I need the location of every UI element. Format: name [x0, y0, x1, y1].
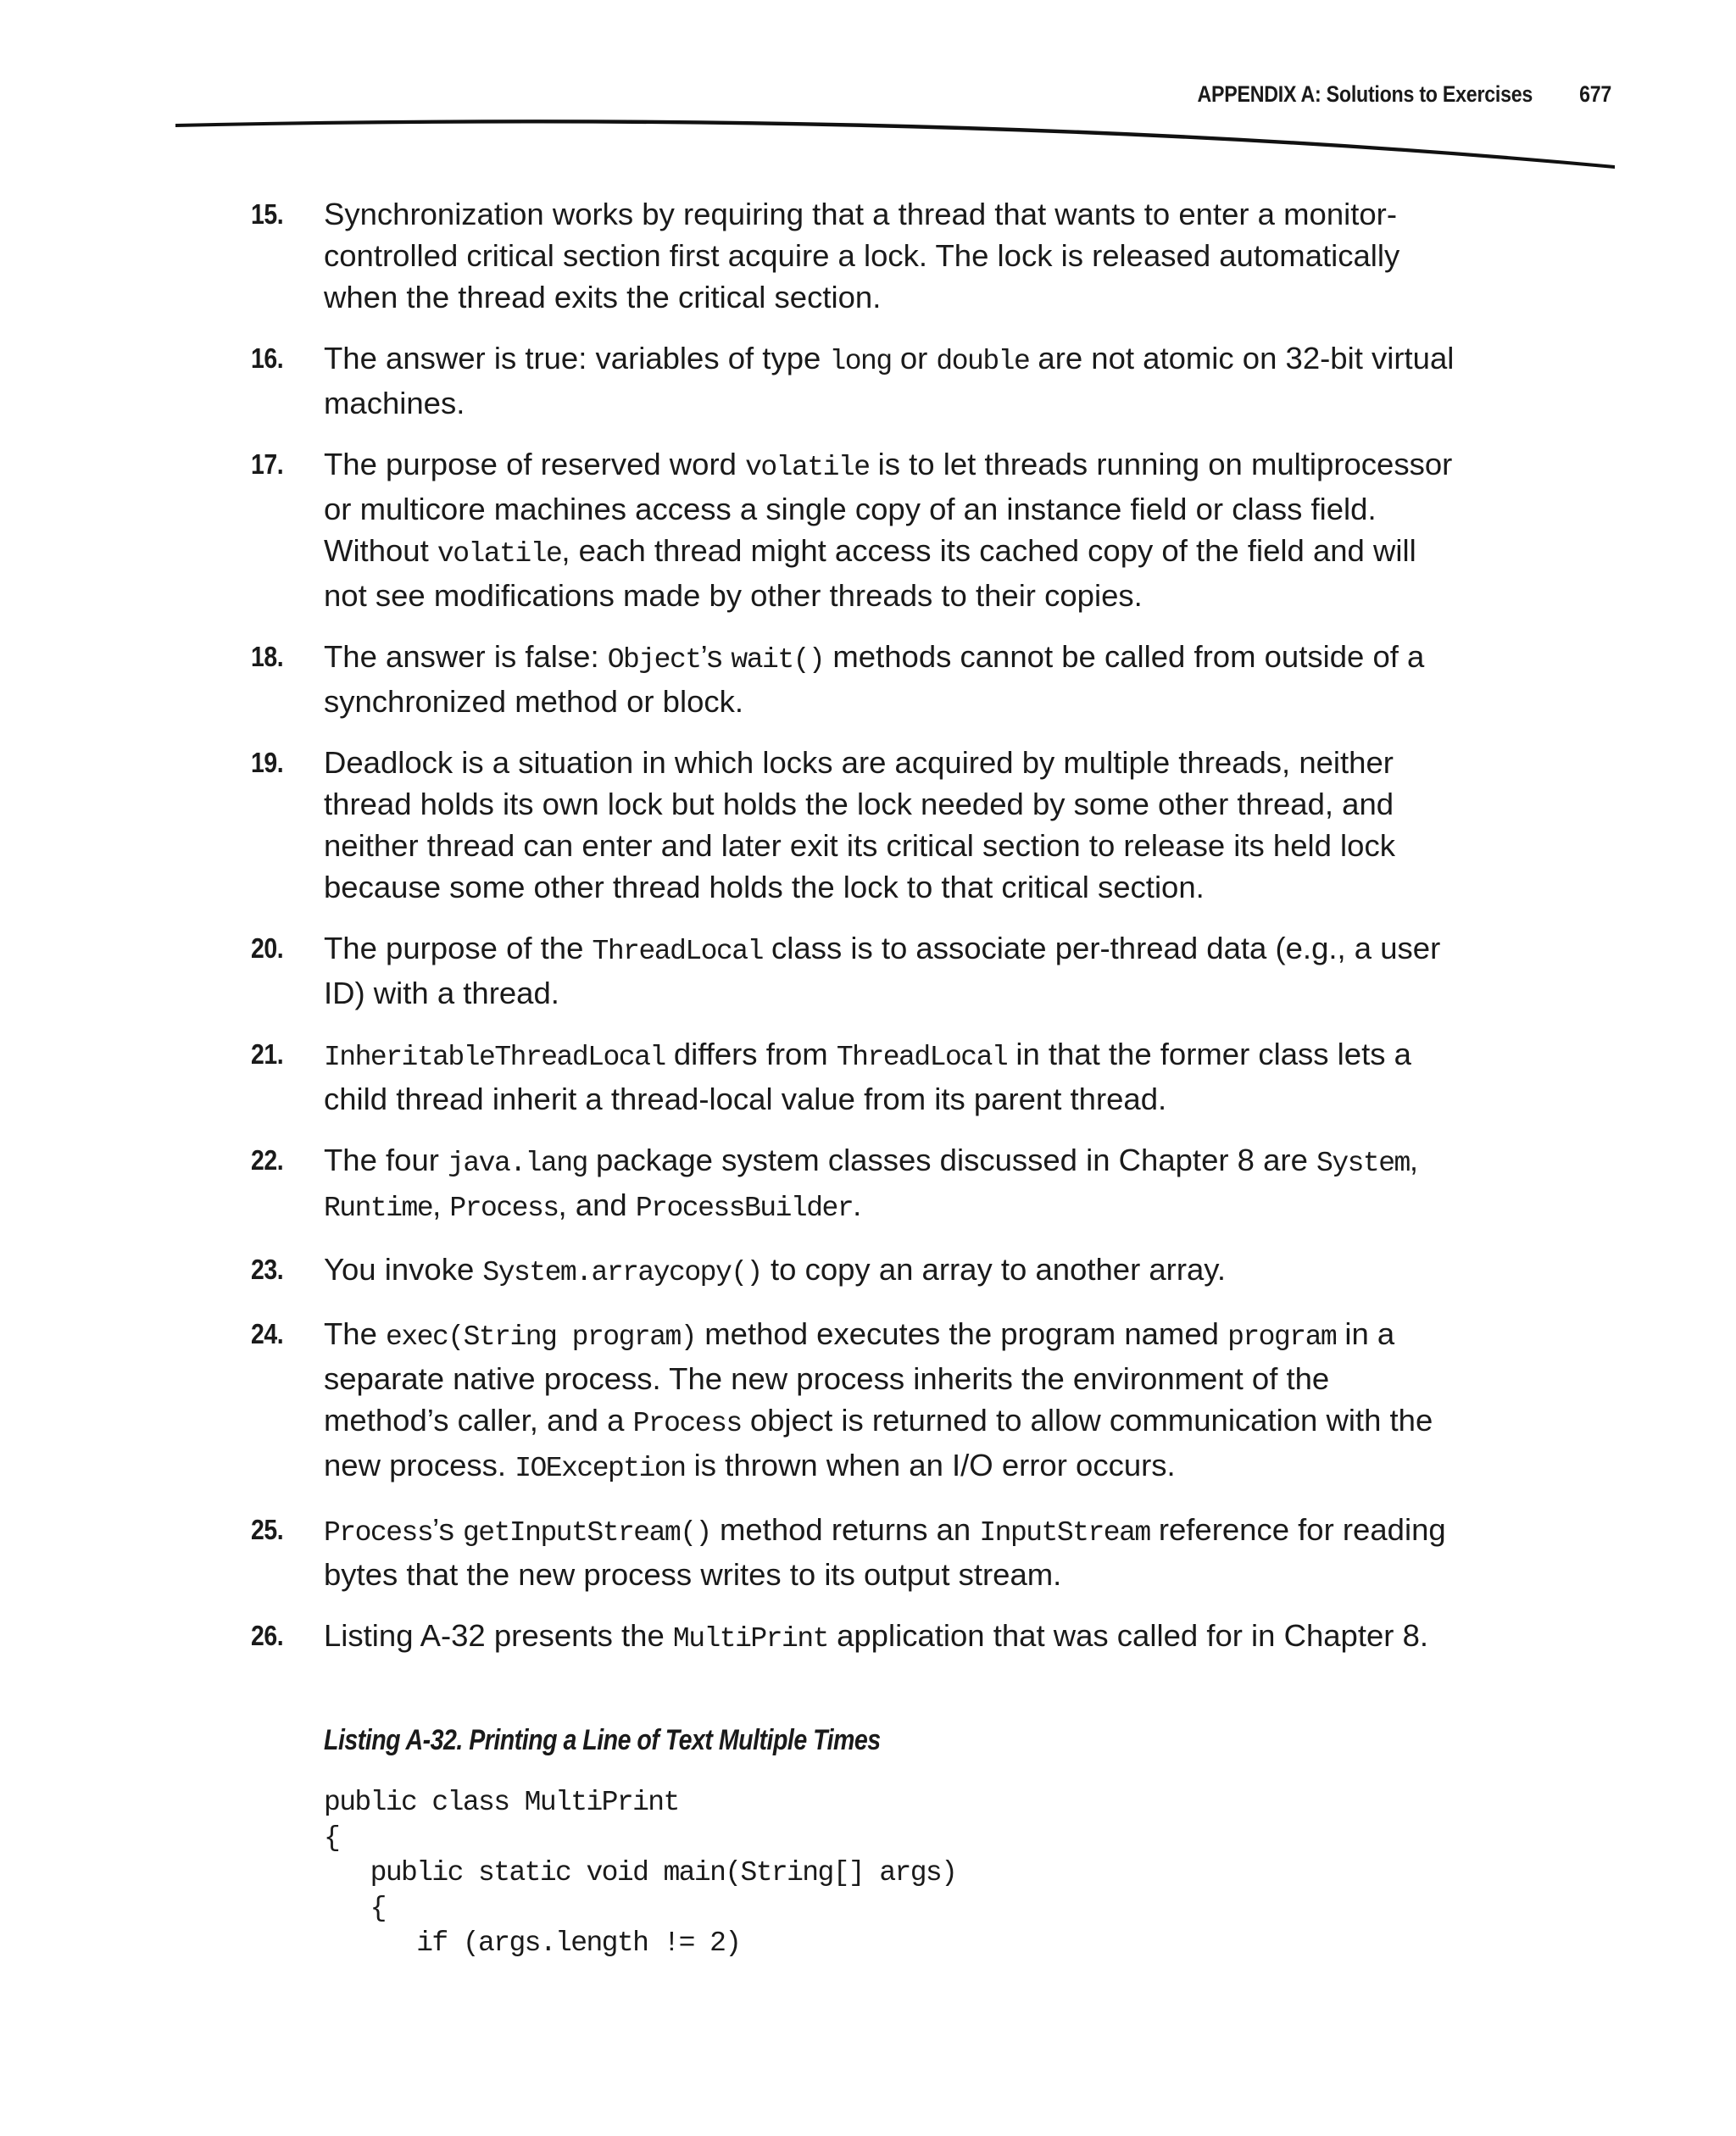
answer-number: 21.: [251, 1038, 284, 1070]
text-run: The: [324, 1316, 387, 1351]
inline-code: Process: [324, 1517, 433, 1549]
inline-code: ProcessBuilder: [635, 1193, 854, 1224]
answer-text: [324, 443, 1455, 616]
answer-number: 17.: [251, 448, 284, 480]
text-run: is to let threads running on multiprocessor or multicore machines access a single copy of an instance field or class field. Without: [324, 447, 1453, 568]
text-run: , each thread might access its cached copy of the field and will not see modifications made by other threads to their copies.: [324, 533, 1416, 613]
text-run: ,: [1409, 1143, 1418, 1177]
answer-item: [251, 1033, 1455, 1120]
text-run: The answer is false:: [324, 639, 608, 674]
text-run: or: [891, 341, 937, 375]
code-line: {: [324, 1892, 386, 1924]
text-run: to copy an array to another array.: [761, 1252, 1226, 1287]
answer-number: 15.: [251, 198, 284, 230]
inline-code: InputStream: [979, 1517, 1150, 1549]
answer-text: [324, 1139, 1455, 1229]
answer-number: 24.: [251, 1318, 284, 1349]
text-run: , and: [558, 1188, 636, 1222]
text-run: The four: [324, 1143, 448, 1177]
code-line: public static void main(String[] args): [324, 1857, 957, 1888]
answer-item: [251, 1615, 1455, 1660]
code-line: if (args.length != 2): [324, 1927, 741, 1959]
answer-item: [251, 1509, 1455, 1595]
text-run: reference for reading bytes that the new process writes to its output stream.: [324, 1512, 1446, 1592]
answer-number: 20.: [251, 932, 284, 964]
inline-code: System.arraycopy(): [482, 1257, 762, 1288]
inline-code: IOException: [515, 1453, 686, 1484]
text-run: ,: [432, 1188, 450, 1222]
inline-code: Process: [449, 1193, 559, 1224]
answer-text: [324, 927, 1455, 1014]
text-run: in that the former class lets a child thread inherit a thread-local value from its parent thread.: [324, 1037, 1411, 1116]
answer-text: [324, 636, 1455, 722]
inline-code: double: [936, 346, 1030, 377]
inline-code: java.lang: [448, 1148, 587, 1179]
inline-code: ThreadLocal: [592, 936, 763, 967]
inline-code: InheritableThreadLocal: [324, 1042, 665, 1073]
page-number: 677: [1579, 81, 1611, 107]
code-line: public class MultiPrint: [324, 1787, 679, 1818]
inline-code: Runtime: [324, 1193, 433, 1224]
answer-item: [251, 742, 1455, 908]
answer-text: [324, 742, 1455, 908]
answer-text: [324, 337, 1455, 424]
text-run: differs from: [665, 1037, 837, 1071]
answer-number: 25.: [251, 1514, 284, 1545]
text-run: object is returned to allow communication with the new process.: [324, 1403, 1433, 1482]
inline-code: exec(String program): [386, 1321, 697, 1353]
answer-text: [324, 1033, 1455, 1120]
inline-code: ThreadLocal: [836, 1042, 1008, 1073]
answer-item: [251, 337, 1455, 424]
text-run: is thrown when an I/O error occurs.: [685, 1448, 1176, 1482]
text-run: method executes the program named: [696, 1316, 1228, 1351]
answer-item: [251, 1249, 1455, 1293]
inline-code: getInputStream(): [462, 1517, 711, 1549]
text-run: The answer is true: variables of type: [324, 341, 830, 375]
inline-code: program: [1227, 1321, 1337, 1353]
text-run: The purpose of the: [324, 931, 593, 965]
answer-item: [251, 927, 1455, 1014]
text-run: application that was called for in Chapter 8.: [827, 1618, 1429, 1653]
text-run: ’s: [700, 639, 732, 674]
text-run: You invoke: [324, 1252, 483, 1287]
answer-number: 22.: [251, 1144, 284, 1176]
inline-code: System: [1316, 1148, 1410, 1179]
text-run: Deadlock is a situation in which locks are acquired by multiple threads, neither thread holds its own lock but holds the lock needed by some other thread, and neither thread can enter and later exit its critical section to release its held lock because some other thread holds the lock to that critical section.: [324, 745, 1395, 904]
answer-number: 18.: [251, 641, 284, 672]
answer-item: [251, 193, 1455, 318]
answer-text: [324, 1313, 1455, 1489]
answer-text: [324, 193, 1455, 318]
text-run: ’s: [432, 1512, 463, 1547]
inline-code: volatile: [745, 452, 870, 483]
answer-item: [251, 443, 1455, 616]
code-listing: [324, 1785, 956, 1961]
answer-item: [251, 1139, 1455, 1229]
text-run: The purpose of reserved word: [324, 447, 746, 481]
answer-text: [324, 1249, 1455, 1293]
answer-number: 16.: [251, 342, 284, 374]
text-run: method returns an: [710, 1512, 980, 1547]
text-run: in a separate native process. The new process inherits the environment of the method’s caller, and a: [324, 1316, 1395, 1438]
answer-item: [251, 1313, 1455, 1489]
inline-code: long: [829, 346, 892, 377]
answer-text: [324, 1509, 1455, 1595]
running-header-section: APPENDIX A: Solutions to Exercises: [1197, 81, 1533, 107]
code-line: {: [324, 1822, 340, 1854]
answer-number: 26.: [251, 1620, 284, 1651]
text-run: Listing A-32 presents the: [324, 1618, 673, 1653]
listing-caption: Listing A-32. Printing a Line of Text Multiple Times: [324, 1724, 881, 1756]
answer-number: 23.: [251, 1254, 284, 1285]
answer-text: [324, 1615, 1455, 1660]
answer-number: 19.: [251, 747, 284, 778]
text-run: package system classes discussed in Chapter 8 are: [587, 1143, 1317, 1177]
inline-code: Process: [632, 1408, 742, 1439]
text-run: .: [853, 1188, 862, 1222]
text-run: methods cannot be called from outside of a synchronized method or block.: [324, 639, 1425, 719]
answer-list: [251, 193, 1455, 1679]
inline-code: wait(): [731, 644, 825, 676]
text-run: Synchronization works by requiring that a thread that wants to enter a monitor-controlled critical section first acquire a lock. The lock is released automatically when the thread exits the critical section.: [324, 197, 1400, 314]
text-run: are not atomic on 32-bit virtual machines.: [324, 341, 1455, 420]
text-run: class is to associate per-thread data (e.g., a user ID) with a thread.: [324, 931, 1441, 1010]
inline-code: MultiPrint: [672, 1623, 828, 1655]
inline-code: Object: [607, 644, 701, 676]
inline-code: volatile: [437, 538, 562, 570]
running-header: [1197, 81, 1611, 108]
answer-item: [251, 636, 1455, 722]
